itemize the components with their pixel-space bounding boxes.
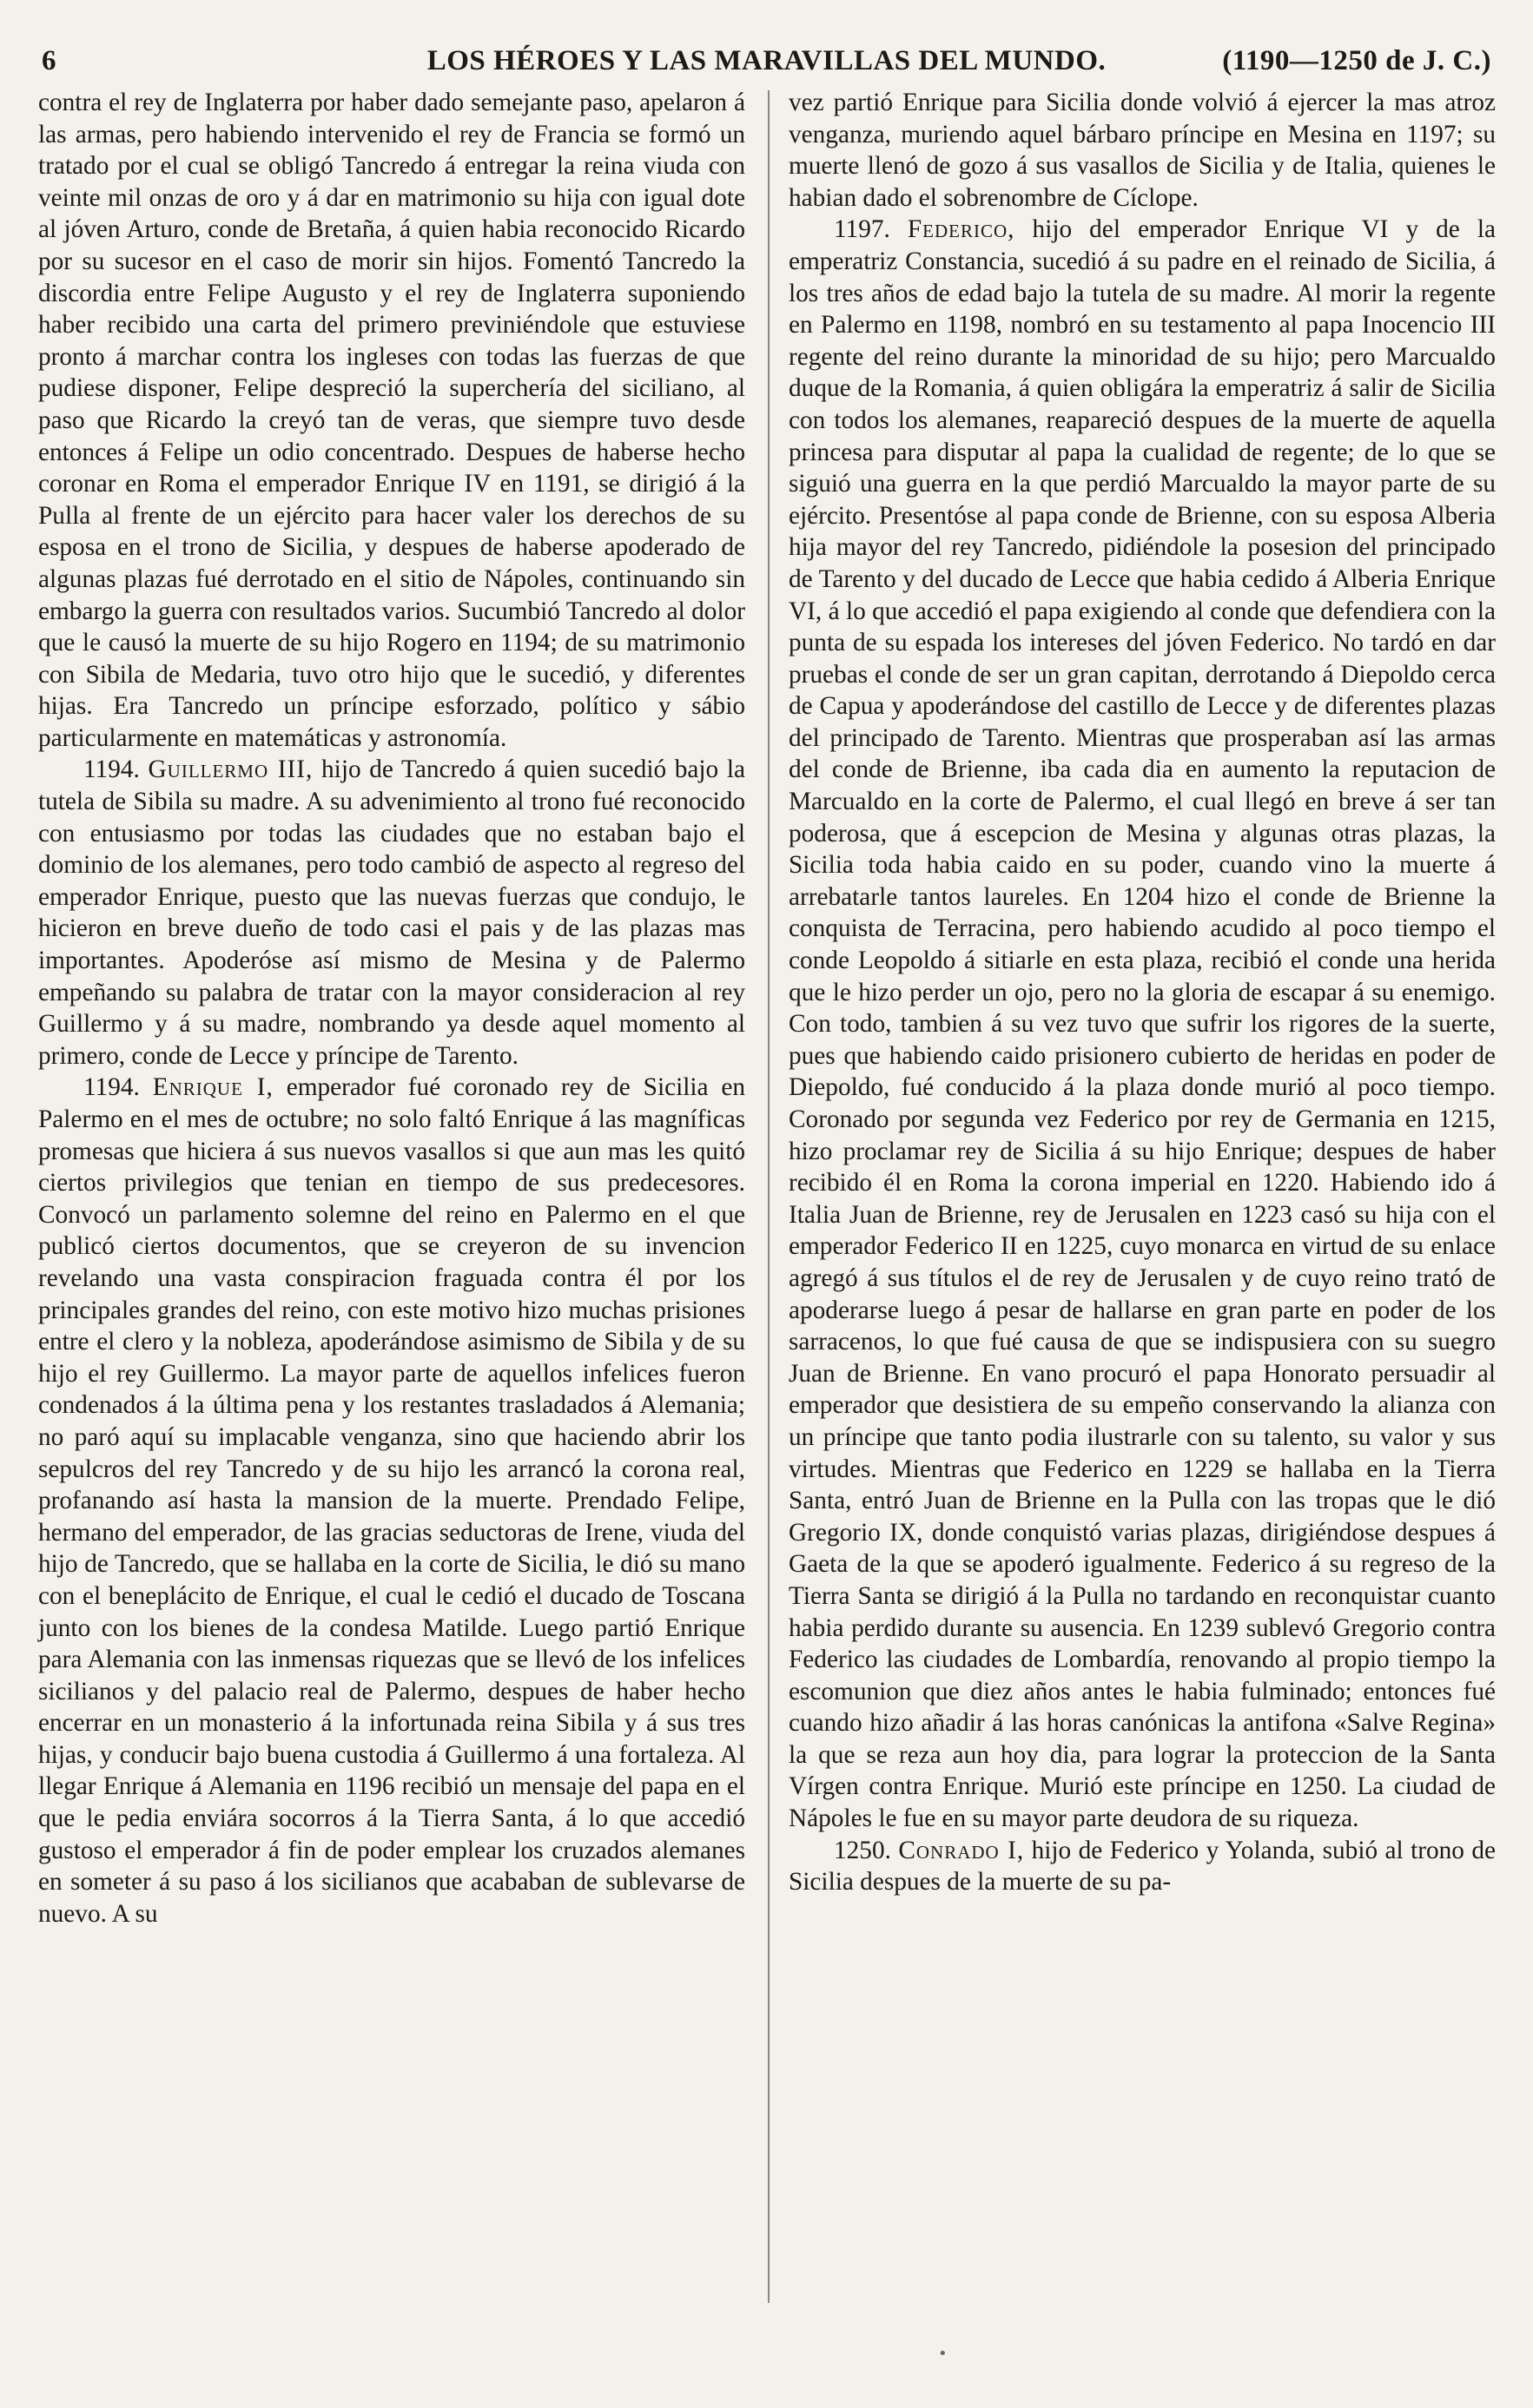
entry-guillermo-iii [38, 754, 745, 1072]
left-column [38, 87, 745, 1930]
entry-enrique-i [38, 1072, 745, 1930]
entry-name: Guillermo III, [148, 755, 314, 784]
paragraph-continuation: contra el rey de Inglaterra por haber dado semejante paso, apelaron á las armas, pero habiendo intervenido el rey de Francia se formó un tratado por el cual se obligó Tancredo á entregar la reina viuda con veinte mil onzas de oro y á dar en matrimonio su hija con igual dote al jóven Arturo, conde de Bretaña, á quien habia reconocido Ricardo por su sucesor en el caso de morir sin hijos. Fomentó Tancredo la discordia entre Felipe Augusto y el rey de Inglaterra suponiendo haber recibido una carta del primero previniéndole que estuviese pronto á marchar contra los ingleses con todas las fuerzas de que pudiese disponer, Felipe despreció la superchería del siciliano, al paso que Ricardo la creyó tan de veras, que siempre tuvo desde entonces á Felipe un odio concentrado. Despues de haberse hecho coronar en Roma el emperador Enrique IV en 1191, se dirigió á la Pulla al frente de un ejército para hacer valer los derechos de su esposa en el trono de Sicilia, y despues de haberse apoderado de algunas plazas fué derrotado en el sitio de Nápoles, continuando sin embargo la guerra con resultados varios. Sucumbió Tancredo al dolor que le causó la muerte de su hijo Rogero en 1194; de su matrimonio con Sibila de Medaria, tuvo otro hijo que le sucedió, y diferentes hijas. Era Tancredo un príncipe esforzado, político y sábio particularmente en matemáticas y astronomía. [38, 89, 745, 752]
entry-text: hijo de Tancredo á quien sucedió bajo la tutela de Sibila su madre. A su advenimiento al trono fué reconocido con entusiasmo por todas las ciudades que no estaban bajo el dominio de los alemanes, pero todo cambió de aspecto al regreso del emperador Enrique, puesto que las nuevas fuerzas que condujo, le hicieron en breve dueño de todo casi el pais y de las plazas mas importantes. Apoderóse así mismo de Mesina y de Palermo empeñando su palabra de tratar con la mayor consideracion al rey Guillermo y á su madre, nombrando ya desde aquel momento al primero, conde de Lecce y príncipe de Tarento. [38, 755, 745, 1070]
column-divider [768, 90, 770, 2303]
date-range: (1190—1250 de J. C.) [1222, 45, 1491, 76]
entry-text: emperador fué coronado rey de Sicilia en Palermo en el mes de octubre; no solo faltó Enrique á las magníficas promesas que hiciera á sus nuevos vasallos si que aun mas les quitó ciertos privilegios que tenian en tiempo de sus predecesores. Convocó un parlamento solemne del reino en Palermo en el que publicó ciertos documentos, que se creyeron de su invencion revelando una vasta conspiracion fraguada contra él por los principales grandes del reino, con este motivo hizo muchas prisiones entre el clero y la nobleza, apoderándose asimismo de Sibila y de su hijo el rey Guillermo. La mayor parte de aquellos infelices fueron condenados á la última pena y los restantes trasladados á Alemania; no paró aquí su implacable venganza, sino que haciendo abrir los sepulcros del rey Tancredo y de su hijo les arrancó la corona real, profanando así hasta la mansion de la muerte. Prendado Felipe, hermano del emperador, de las gracias seductoras de Irene, viuda del hijo de Tancredo, que se hallaba en la corte de Sicilia, le dió su mano con el beneplácito de Enrique, el cual le cedió el ducado de Toscana junto con los bienes de la condesa Matilde. Luego partió Enrique para Alemania con las inmensas riquezas que se llevó de los infelices sicilianos y del palacio real de Palermo, despues de haber hecho encerrar en un monasterio á la infortunada reina Sibila y á sus tres hijas, y conducir bajo buena custodia á Guillermo á una fortaleza. Al llegar Enrique á Alemania en 1196 recibió un mensaje del papa en el que le pedia enviára socorros á la Tierra Santa, á lo que accedió gustoso el emperador á fin de poder emplear los cruzados alemanes en someter á su paso á los sicilianos que acababan de sublevarse de nuevo. A su [38, 1073, 746, 1928]
entry-text: hijo de Federico y Yolanda, subió al trono de Sicilia despues de la muerte de su pa- [789, 1836, 1497, 1897]
entry-year: 1197. [834, 215, 890, 244]
print-mark: • [938, 2345, 948, 2363]
entry-year: 1250. [834, 1836, 891, 1864]
right-column [789, 87, 1496, 1898]
entry-conrado-i [789, 1835, 1496, 1898]
entry-name: Enrique I, [152, 1073, 274, 1102]
entry-year: 1194. [83, 1073, 140, 1102]
page-number: 6 [42, 45, 56, 76]
entry-text: hijo del emperador Enrique VI y de la emperatriz Constancia, sucedió á su padre en el reinado de Sicilia, á los tres años de edad bajo la tutela de su madre. Al morir la regente en Palermo en 1198, nombró en su testamento al papa Inocencio III regente del reino durante la minoridad de su hijo; pero Marcualdo duque de la Romania, á quien obligára la emperatriz á salir de Sicilia con todos los alemanes, reapareció despues de la muerte de aquella princesa para disputar al papa la cualidad de regente; de lo que se siguió una guerra en la que perdió Marcualdo la mayor parte de su ejército. Presentóse al papa conde de Brienne, con su esposa Alberia hija mayor del rey Tancredo, pidiéndole la posesion del principado de Tarento y del ducado de Lecce que habia cedido á Alberia Enrique VI, á lo que accedió el papa exigiendo al conde que defendiera con la punta de su espada los intereses del jóven Federico. No tardó en dar pruebas el conde de ser un gran capitan, derrotando á Diepoldo cerca de Capua y apoderándose del castillo de Lecce y de diferentes plazas del principado de Tarento. Mientras que prosperaban así las armas del conde de Brienne, iba cada dia en aumento la reputacion de Marcualdo en la corte de Palermo, el cual llegó en breve á ser tan poderosa, que á escepcion de Mesina y algunas otras plazas, la Sicilia toda habia caido en su poder, cuando vino la muerte á arrebatarle tantos laureles. En 1204 hizo el conde de Brienne la conquista de Terracina, pero habiendo acudido al poco tiempo el conde Leopoldo á sitiarle en esta plaza, recibió el conde una herida que le hizo perder un ojo, pero no la gloria de escapar á su enemigo. Con todo, tambien á su vez tuvo que sufrir los rigores de la suerte, pues que habiendo caido prisionero cubierto de heridas en poder de Diepoldo, fué conducido á la plaza donde murió al poco tiempo. Coronado por segunda vez Federico por rey de Germania en 1215, hizo proclamar rey de Sicilia á su hijo Enrique; despues de haber recibido él en Roma la corona imperial en 1220. Habiendo ido á Italia Juan de Brienne, rey de Jerusalen en 1223 casó su hija con el emperador Federico II en 1225, cuyo monarca en virtud de su enlace agregó á sus títulos el de rey de Jerusalen y de cuyo reino trató de apoderarse luego á pesar de hallarse en gran parte en poder de los sarracenos, lo que fué causa de que se indispusiera con su suegro Juan de Brienne. En vano procuró el papa Honorato persuadir al emperador que desistiera de su empeño conservando la alianza con un príncipe que tanto podia ilustrarle con su talento, su valor y sus virtudes. Mientras que Federico en 1229 se hallaba en la Tierra Santa, entró Juan de Brienne en la Pulla con las tropas que le dió Gregorio IX, donde conquistó varias plazas, dirigiéndose despues á Gaeta de la que se apoderó igualmente. Federico á su regreso de la Tierra Santa se dirigió á la Pulla no tardando en reconquistar cuanto habia perdido durante su ausencia. En 1239 sublevó Gregorio contra Federico las ciudades de Lombardía, renovando al propio tiempo la escomunion que diez años antes le habia fulminado; entonces fué cuando hizo añadir á las horas canónicas la antifona «Salve Regina» la que se reza aun hoy dia, para lograr la proteccion de la Santa Vírgen contra Enrique. Murió este príncipe en 1250. La ciudad de Nápoles le fue en su mayor parte deudora de su riqueza. [789, 215, 1496, 1833]
entry-federico [789, 214, 1496, 1834]
entry-name: Federico, [907, 215, 1015, 244]
page-title: LOS HÉROES Y LAS MARAVILLAS DEL MUNDO. [426, 45, 1107, 76]
paragraph-continuation: vez partió Enrique para Sicilia donde volvió á ejercer la mas atroz venganza, muriendo aquel bárbaro príncipe en Mesina en 1197; su muerte llenó de gozo á sus vasallos de Sicilia y de Italia, quienes le habian dado el sobrenombre de Cíclope. [789, 89, 1496, 212]
entry-year: 1194. [83, 755, 140, 784]
running-header [42, 45, 1491, 90]
entry-name: Conrado I, [898, 1836, 1025, 1864]
